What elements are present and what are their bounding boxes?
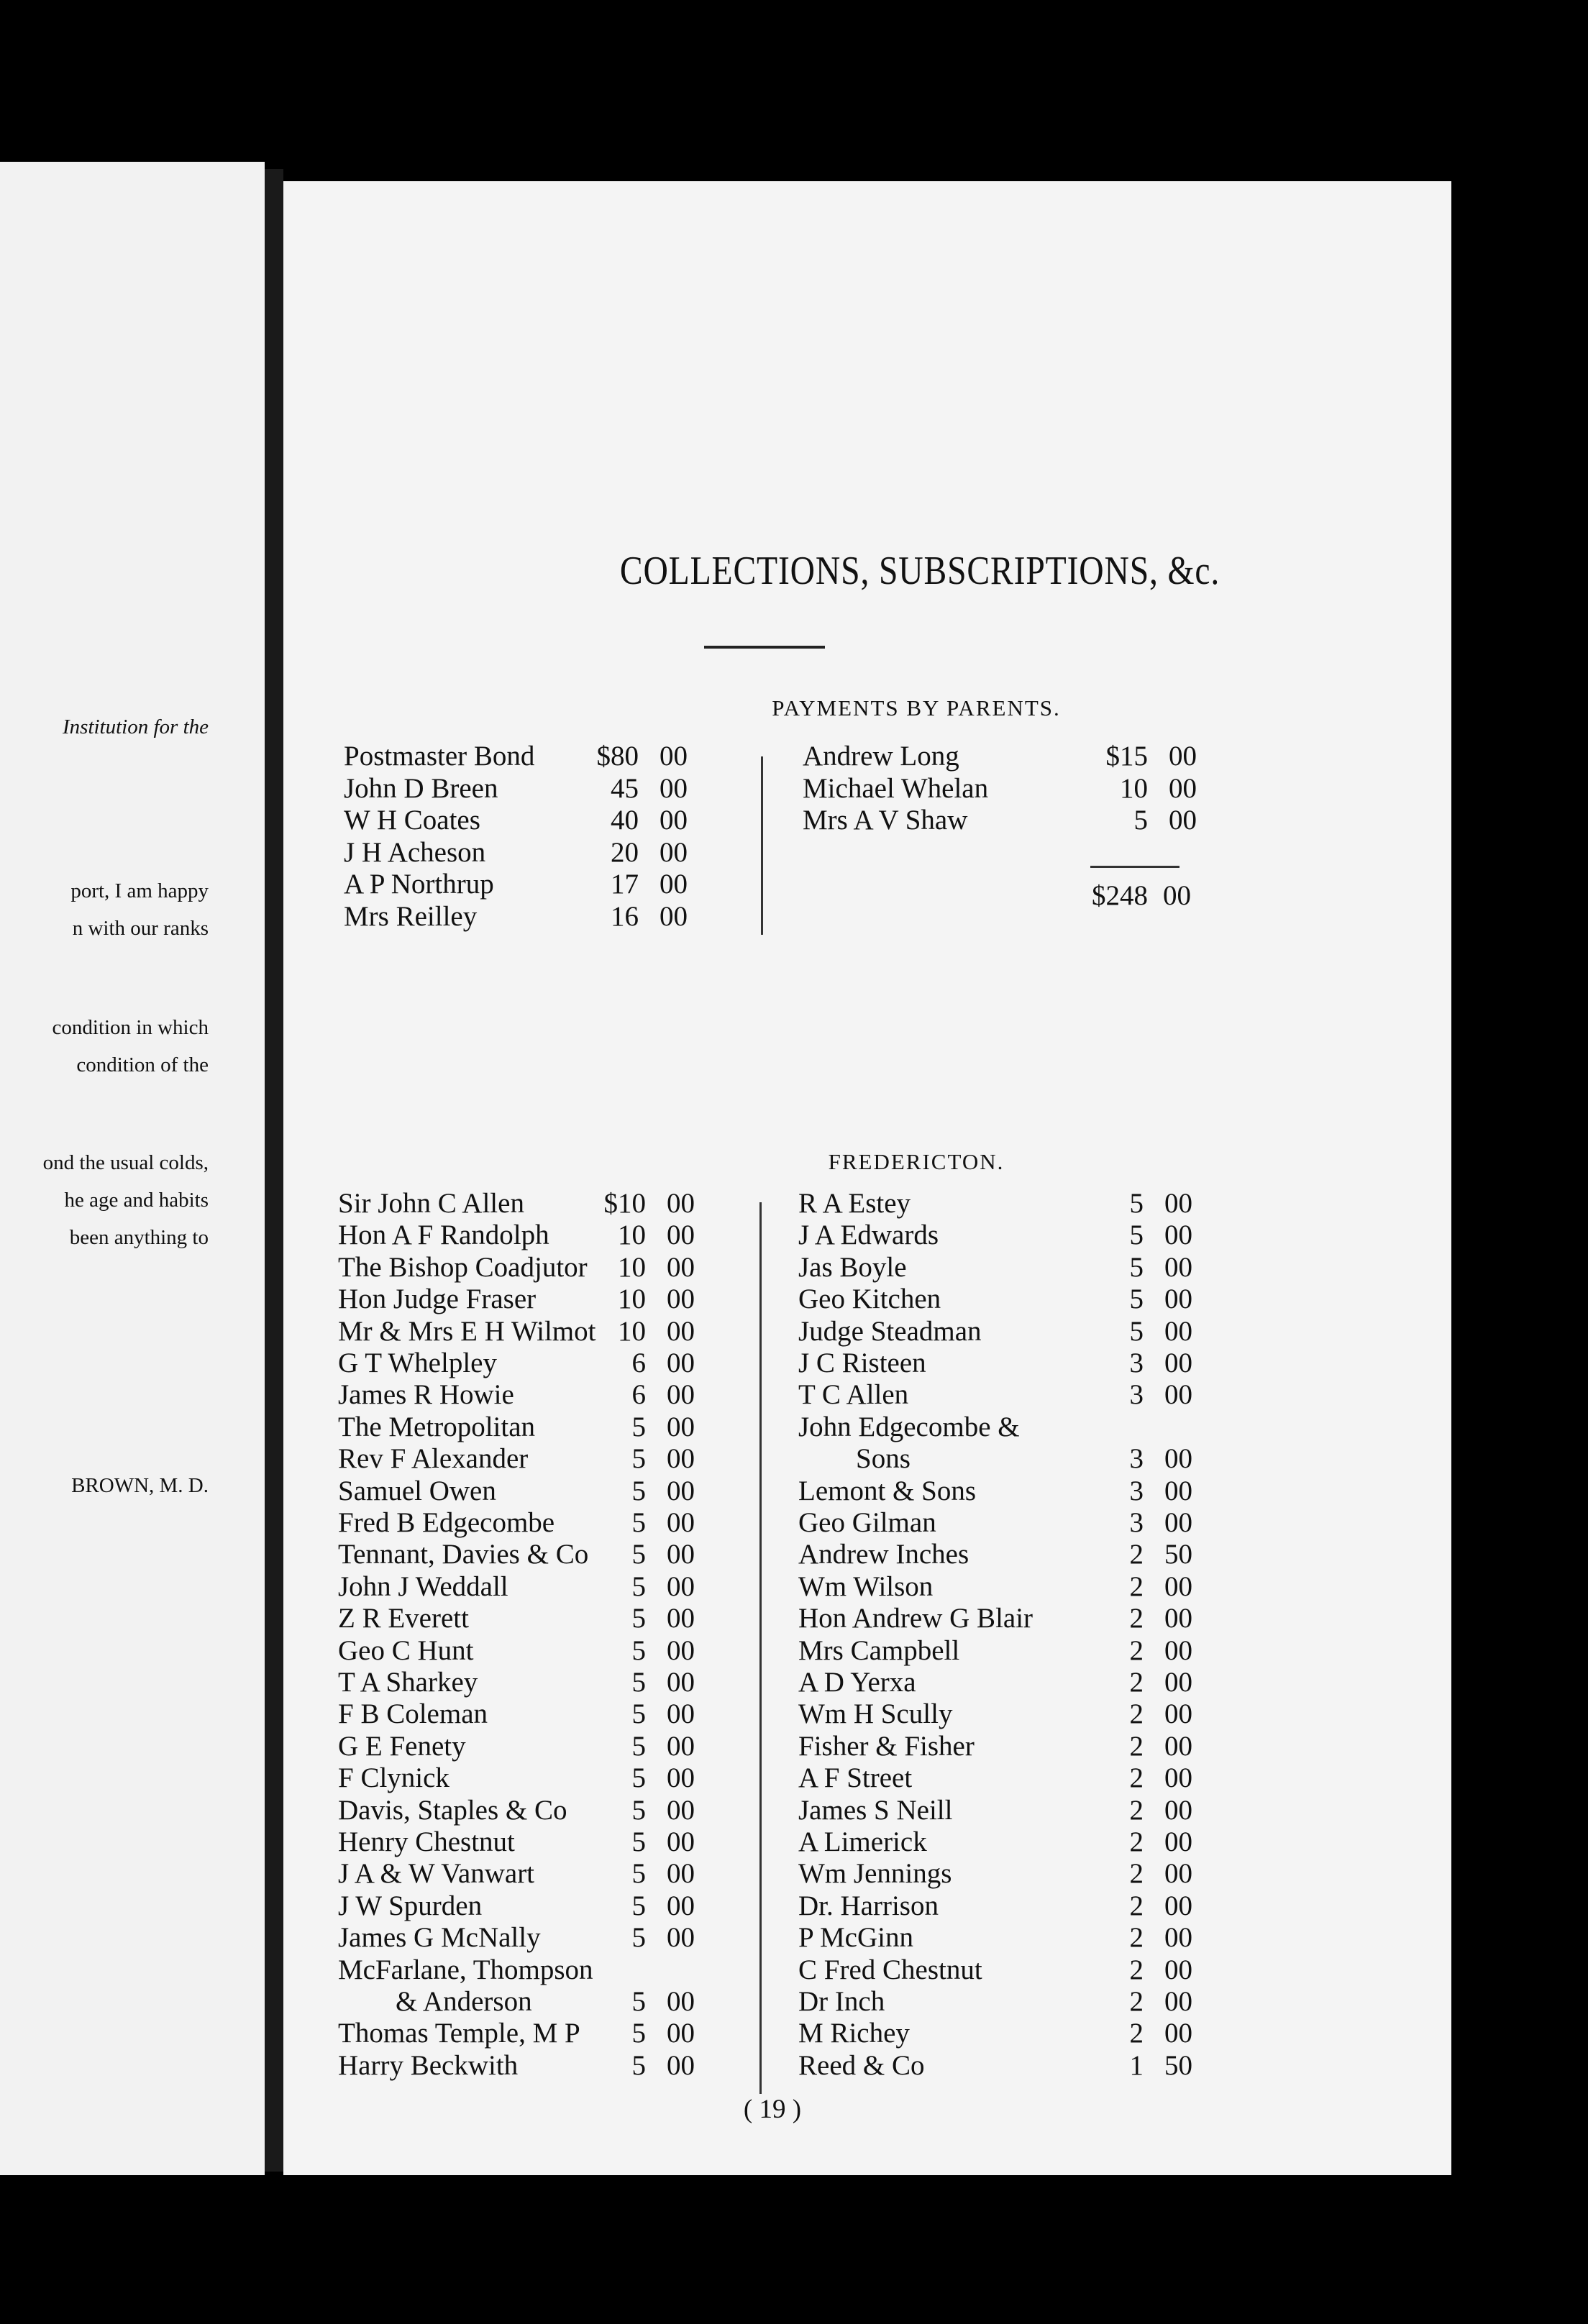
entry-cents: 00 bbox=[1164, 1890, 1192, 1921]
entry-cents: 00 bbox=[667, 1794, 695, 1826]
entry-name: Fred B Edgecombe bbox=[338, 1507, 555, 1538]
entry-name: Geo Gilman bbox=[798, 1507, 936, 1538]
entry-cents: 00 bbox=[667, 1890, 695, 1921]
entry-dollars: 5 bbox=[631, 2018, 646, 2049]
entry-name: F B Coleman bbox=[338, 1698, 488, 1730]
entry-row bbox=[338, 1188, 726, 1220]
entry-row bbox=[338, 1476, 726, 1507]
entry-row bbox=[338, 1252, 726, 1284]
entry-dollars: 5 bbox=[1129, 1284, 1144, 1315]
entry-name: Sir John C Allen bbox=[338, 1188, 524, 1219]
entry-row bbox=[338, 1986, 726, 2018]
entry-dollars: 10 bbox=[618, 1284, 646, 1315]
entry-name: Judge Steadman bbox=[798, 1315, 982, 1347]
parents-total-rule bbox=[1090, 866, 1179, 868]
entry-cents: 00 bbox=[667, 1379, 695, 1411]
entry-dollars: 3 bbox=[1129, 1379, 1144, 1411]
entry-dollars: 3 bbox=[1129, 1475, 1144, 1506]
entry-cents: 00 bbox=[1164, 1954, 1192, 1985]
entry-dollars: 5 bbox=[631, 1570, 646, 1602]
entry-row bbox=[338, 1667, 726, 1698]
entry-name: Dr Inch bbox=[798, 1986, 885, 2017]
entry-dollars: 5 bbox=[631, 1507, 646, 1538]
entry-dollars: 1 bbox=[1129, 2049, 1144, 2081]
entry-row bbox=[338, 1731, 726, 1762]
entry-name: Z R Everett bbox=[338, 1603, 469, 1634]
entry-row bbox=[338, 1284, 726, 1315]
entry-name: Mrs Campbell bbox=[798, 1634, 960, 1666]
entry-cents: 00 bbox=[660, 805, 688, 836]
entry-dollars: 10 bbox=[618, 1220, 646, 1251]
entry-dollars: 5 bbox=[631, 1794, 646, 1826]
parents-column-divider bbox=[761, 756, 763, 935]
entry-cents: 00 bbox=[660, 869, 688, 900]
entry-name: G T Whelpley bbox=[338, 1348, 497, 1378]
entry-cents: 00 bbox=[667, 1284, 695, 1315]
entry-name: Andrew Long bbox=[803, 741, 959, 772]
entry-dollars: 3 bbox=[1129, 1443, 1144, 1475]
left-page-line: n with our ranks bbox=[72, 917, 209, 940]
entry-name: T A Sharkey bbox=[338, 1667, 478, 1698]
entry-cents: 00 bbox=[667, 2018, 695, 2049]
entry-name: G E Fenety bbox=[338, 1730, 466, 1762]
entry-name: Reed & Co bbox=[798, 2049, 925, 2081]
entry-dollars: 5 bbox=[631, 1698, 646, 1730]
entry-cents: 00 bbox=[667, 1667, 695, 1698]
entry-dollars: 5 bbox=[631, 1443, 646, 1475]
entry-cents: 00 bbox=[667, 1698, 695, 1730]
entry-cents: 00 bbox=[667, 1443, 695, 1475]
entry-row bbox=[803, 741, 1197, 772]
entry-name: Hon A F Randolph bbox=[338, 1220, 549, 1251]
entry-row bbox=[344, 805, 732, 836]
entry-name: A F Street bbox=[798, 1762, 913, 1794]
entry-cents: 00 bbox=[667, 1475, 695, 1506]
entry-dollars: 6 bbox=[631, 1379, 646, 1411]
entry-cents: 00 bbox=[1164, 1858, 1192, 1890]
entry-dollars: 5 bbox=[631, 1603, 646, 1634]
entry-row bbox=[798, 2049, 1192, 2082]
entry-name: Andrew Inches bbox=[798, 1539, 969, 1570]
entry-dollars: 2 bbox=[1129, 1667, 1144, 1698]
entry-cents: 00 bbox=[1164, 1826, 1192, 1857]
entry-row bbox=[798, 1348, 1192, 1379]
entry-name: Wm H Scully bbox=[798, 1698, 953, 1730]
page-title: COLLECTIONS, SUBSCRIPTIONS, &c. bbox=[619, 549, 1220, 593]
entry-name: F Clynick bbox=[338, 1762, 450, 1794]
entry-dollars: 5 bbox=[1129, 1315, 1144, 1347]
entry-dollars: 2 bbox=[1129, 1954, 1144, 1985]
entry-dollars: 5 bbox=[1133, 805, 1148, 836]
entry-cents: 00 bbox=[667, 1539, 695, 1570]
entry-row bbox=[338, 1539, 726, 1570]
entry-row bbox=[798, 1986, 1192, 2018]
entry-dollars: 3 bbox=[1129, 1507, 1144, 1538]
entry-row bbox=[798, 1667, 1192, 1698]
entry-name: J H Acheson bbox=[344, 836, 486, 868]
entry-name: Geo Kitchen bbox=[798, 1284, 941, 1315]
left-page-line: ond the usual colds, bbox=[42, 1151, 209, 1174]
entry-name: John J Weddall bbox=[338, 1570, 508, 1602]
entry-name: John D Breen bbox=[344, 772, 498, 804]
entry-row bbox=[338, 2018, 726, 2049]
entry-cents: 00 bbox=[1169, 741, 1197, 772]
entry-dollars: 2 bbox=[1129, 1539, 1144, 1570]
entry-row bbox=[338, 1603, 726, 1634]
entry-cents: 00 bbox=[1164, 1475, 1192, 1506]
entry-name: Tennant, Davies & Co bbox=[338, 1539, 589, 1570]
entry-row bbox=[803, 772, 1197, 805]
entry-name: Mrs A V Shaw bbox=[803, 805, 968, 836]
entry-row bbox=[344, 901, 732, 933]
entry-row bbox=[338, 1348, 726, 1379]
entry-row bbox=[798, 1890, 1192, 1922]
entry-cents: 00 bbox=[667, 1986, 695, 2017]
entry-name: Postmaster Bond bbox=[344, 741, 535, 772]
entry-row bbox=[798, 1794, 1192, 1826]
entry-row bbox=[798, 1603, 1192, 1634]
entry-name: Hon Judge Fraser bbox=[338, 1284, 537, 1315]
entry-row bbox=[798, 1507, 1192, 1539]
entry-cents: 00 bbox=[660, 772, 688, 804]
entry-name: Geo C Hunt bbox=[338, 1634, 474, 1666]
entry-dollars: 45 bbox=[611, 772, 639, 804]
entry-cents: 00 bbox=[1164, 1220, 1192, 1251]
entry-cents: 00 bbox=[1164, 1986, 1192, 2017]
entry-row bbox=[798, 1922, 1192, 1954]
entry-cents: 00 bbox=[667, 1507, 695, 1538]
entry-dollars: 2 bbox=[1129, 1986, 1144, 2017]
entry-dollars: 5 bbox=[1129, 1188, 1144, 1219]
entry-name: & Anderson bbox=[396, 1986, 532, 2017]
entry-cents: 00 bbox=[1164, 1762, 1192, 1794]
entry-row bbox=[798, 1954, 1192, 1986]
left-page-line: Institution for the bbox=[63, 715, 209, 738]
entry-name: Henry Chestnut bbox=[338, 1826, 515, 1857]
title-rule bbox=[704, 646, 825, 649]
entry-name: J A & W Vanwart bbox=[338, 1858, 535, 1890]
entry-dollars: $80 bbox=[596, 741, 639, 772]
entry-row bbox=[803, 805, 1197, 836]
left-page-line: BROWN, M. D. bbox=[71, 1474, 209, 1497]
entry-cents: 00 bbox=[667, 2049, 695, 2081]
entry-name: Sons bbox=[856, 1443, 911, 1475]
entry-row bbox=[344, 837, 732, 869]
entry-cents: 00 bbox=[1164, 1794, 1192, 1826]
entry-cents: 50 bbox=[1164, 1539, 1192, 1570]
entry-name: Samuel Owen bbox=[338, 1475, 496, 1506]
entry-cents: 00 bbox=[667, 1348, 695, 1378]
entry-row bbox=[798, 1698, 1192, 1730]
entry-name: McFarlane, Thompson bbox=[338, 1954, 593, 1985]
entry-row bbox=[338, 1571, 726, 1603]
entry-cents: 00 bbox=[1164, 1443, 1192, 1475]
left-page-line: condition of the bbox=[76, 1053, 209, 1076]
entry-name: The Bishop Coadjutor bbox=[338, 1251, 588, 1283]
left-page-line: been anything to bbox=[69, 1226, 209, 1249]
entry-cents: 00 bbox=[1164, 1251, 1192, 1283]
entry-dollars: 2 bbox=[1129, 1922, 1144, 1954]
entry-dollars: 20 bbox=[611, 836, 639, 868]
entry-dollars: 5 bbox=[1129, 1251, 1144, 1283]
entry-dollars: 5 bbox=[631, 1411, 646, 1442]
entry-name: Mr & Mrs E H Wilmot bbox=[338, 1315, 596, 1347]
left-page-line: port, I am happy bbox=[70, 879, 209, 902]
entry-dollars: 2 bbox=[1129, 2018, 1144, 2049]
entry-cents: 00 bbox=[667, 1858, 695, 1890]
entry-row bbox=[338, 1858, 726, 1890]
entry-row bbox=[338, 1220, 726, 1251]
entry-cents: 00 bbox=[1164, 1570, 1192, 1602]
entry-dollars: 10 bbox=[618, 1251, 646, 1283]
entry-row bbox=[798, 1762, 1192, 1794]
entry-name: A Limerick bbox=[798, 1826, 927, 1857]
entry-dollars: 5 bbox=[631, 1890, 646, 1921]
entry-cents: 00 bbox=[667, 1603, 695, 1634]
entry-name: R A Estey bbox=[798, 1188, 911, 1219]
entry-dollars: 17 bbox=[611, 869, 639, 900]
entry-row bbox=[338, 1762, 726, 1794]
entry-row bbox=[798, 1539, 1192, 1570]
entry-name: A P Northrup bbox=[344, 869, 494, 900]
entry-name: James S Neill bbox=[798, 1794, 953, 1826]
entry-name: J W Spurden bbox=[338, 1890, 483, 1921]
entry-dollars: 10 bbox=[1120, 772, 1148, 804]
entry-cents: 00 bbox=[660, 900, 688, 932]
entry-name: Wm Jennings bbox=[798, 1858, 952, 1890]
entry-row bbox=[338, 1698, 726, 1730]
entry-cents: 00 bbox=[1164, 1188, 1192, 1219]
entry-cents: 00 bbox=[1164, 1284, 1192, 1315]
fredericton-heading: FREDERICTON. bbox=[828, 1149, 1005, 1174]
entry-dollars: 3 bbox=[1129, 1348, 1144, 1378]
entry-cents: 00 bbox=[1169, 772, 1197, 804]
entry-row bbox=[338, 1507, 726, 1539]
entry-name: James R Howie bbox=[338, 1379, 514, 1411]
entry-name: Dr. Harrison bbox=[798, 1890, 939, 1921]
entry-row bbox=[798, 1284, 1192, 1315]
entry-dollars: 5 bbox=[631, 1858, 646, 1890]
entry-dollars: $15 bbox=[1105, 741, 1148, 772]
parents-heading: PAYMENTS BY PARENTS. bbox=[772, 695, 1061, 720]
entry-cents: 00 bbox=[1164, 1603, 1192, 1634]
entry-cents: 00 bbox=[1164, 1730, 1192, 1762]
entry-cents: 00 bbox=[667, 1922, 695, 1954]
fredericton-column-divider bbox=[759, 1202, 762, 2094]
entry-row bbox=[338, 2050, 726, 2082]
entry-dollars: 5 bbox=[631, 2049, 646, 2081]
entry-cents: 00 bbox=[667, 1315, 695, 1347]
entry-cents: 00 bbox=[1164, 1379, 1192, 1411]
entry-dollars: 40 bbox=[611, 805, 639, 836]
entry-cents: 00 bbox=[667, 1188, 695, 1219]
entry-row bbox=[798, 1412, 1187, 1443]
entry-cents: 00 bbox=[667, 1220, 695, 1251]
right-page bbox=[283, 181, 1451, 2175]
entry-row bbox=[798, 1315, 1192, 1348]
entry-row bbox=[338, 1795, 726, 1826]
entry-name: T C Allen bbox=[798, 1379, 909, 1411]
entry-dollars: 5 bbox=[631, 1539, 646, 1570]
page-gutter bbox=[265, 169, 283, 2172]
entry-dollars: 10 bbox=[618, 1315, 646, 1347]
entry-dollars: 2 bbox=[1129, 1890, 1144, 1921]
entry-name: P McGinn bbox=[798, 1922, 913, 1954]
entry-name: Fisher & Fisher bbox=[798, 1730, 975, 1762]
entry-name: The Metropolitan bbox=[338, 1411, 536, 1442]
entry-dollars: 5 bbox=[631, 1634, 646, 1666]
entry-cents: 00 bbox=[667, 1762, 695, 1794]
entry-row bbox=[338, 1316, 726, 1348]
entry-row bbox=[338, 1635, 726, 1667]
entry-cents: 00 bbox=[667, 1251, 695, 1283]
entry-name: J A Edwards bbox=[798, 1220, 939, 1251]
left-page-line: condition in which bbox=[52, 1016, 209, 1039]
entry-name: Wm Wilson bbox=[798, 1570, 934, 1602]
entry-cents: 00 bbox=[660, 836, 688, 868]
entry-row bbox=[344, 741, 732, 772]
entry-name: John Edgecombe & bbox=[798, 1411, 1020, 1442]
entry-row bbox=[798, 1634, 1192, 1667]
parents-total-cents: 00 bbox=[1163, 880, 1191, 911]
entry-dollars: 2 bbox=[1129, 1826, 1144, 1857]
entry-dollars: 2 bbox=[1129, 1730, 1144, 1762]
entry-name: Jas Boyle bbox=[798, 1251, 907, 1283]
entry-dollars: 5 bbox=[631, 1762, 646, 1794]
entry-row bbox=[344, 773, 732, 805]
entry-dollars: 5 bbox=[631, 1922, 646, 1954]
entry-cents: 00 bbox=[1169, 805, 1197, 836]
entry-row bbox=[338, 1443, 726, 1475]
entry-dollars: 6 bbox=[631, 1348, 646, 1378]
entry-row bbox=[798, 1570, 1192, 1603]
entry-row bbox=[798, 1379, 1192, 1411]
entry-dollars: 2 bbox=[1129, 1698, 1144, 1730]
entry-dollars: 2 bbox=[1129, 1794, 1144, 1826]
entry-dollars: $10 bbox=[603, 1188, 646, 1219]
entry-name: Mrs Reilley bbox=[344, 900, 478, 932]
entry-cents: 50 bbox=[1164, 2049, 1192, 2081]
entry-cents: 00 bbox=[1164, 1634, 1192, 1666]
parents-total-dollars: $248 bbox=[1092, 880, 1148, 911]
left-page-line: he age and habits bbox=[64, 1189, 209, 1212]
entry-row bbox=[798, 1188, 1192, 1220]
entry-name: Thomas Temple, M P bbox=[338, 2018, 580, 2049]
entry-row bbox=[338, 1890, 726, 1922]
entry-row bbox=[798, 1730, 1192, 1762]
entry-cents: 00 bbox=[1164, 1315, 1192, 1347]
entry-name: C Fred Chestnut bbox=[798, 1954, 982, 1985]
entry-cents: 00 bbox=[1164, 1667, 1192, 1698]
entry-row bbox=[338, 1826, 726, 1858]
entry-row bbox=[798, 1475, 1192, 1507]
entry-cents: 00 bbox=[660, 741, 688, 772]
entry-name: Harry Beckwith bbox=[338, 2049, 519, 2081]
entry-row bbox=[798, 1220, 1192, 1251]
entry-cents: 00 bbox=[1164, 2018, 1192, 2049]
page-number: ( 19 ) bbox=[743, 2095, 802, 2124]
entry-row bbox=[338, 1922, 726, 1954]
entry-name: Rev F Alexander bbox=[338, 1443, 529, 1475]
entry-name: Michael Whelan bbox=[803, 772, 989, 804]
entry-cents: 00 bbox=[667, 1826, 695, 1857]
entry-row bbox=[798, 1826, 1192, 1858]
entry-dollars: 2 bbox=[1129, 1762, 1144, 1794]
entry-dollars: 5 bbox=[631, 1730, 646, 1762]
entry-name: Lemont & Sons bbox=[798, 1475, 977, 1506]
entry-name: J C Risteen bbox=[798, 1348, 926, 1378]
entry-name: James G McNally bbox=[338, 1922, 541, 1954]
entry-dollars: 5 bbox=[631, 1475, 646, 1506]
entry-name: Davis, Staples & Co bbox=[338, 1794, 567, 1826]
entry-name: Hon Andrew G Blair bbox=[798, 1603, 1033, 1634]
entry-row bbox=[798, 2018, 1192, 2049]
entry-row bbox=[798, 1858, 1192, 1890]
entry-row bbox=[798, 1443, 1192, 1475]
entry-row bbox=[338, 1379, 726, 1411]
entry-name: W H Coates bbox=[344, 805, 480, 836]
entry-row bbox=[344, 869, 732, 900]
entry-dollars: 2 bbox=[1129, 1603, 1144, 1634]
entry-dollars: 2 bbox=[1129, 1634, 1144, 1666]
entry-name: M Richey bbox=[798, 2018, 910, 2049]
entry-dollars: 2 bbox=[1129, 1570, 1144, 1602]
entry-cents: 00 bbox=[667, 1634, 695, 1666]
entry-dollars: 5 bbox=[1129, 1220, 1144, 1251]
left-page bbox=[0, 162, 265, 2175]
entry-cents: 00 bbox=[667, 1411, 695, 1442]
entry-row bbox=[338, 1412, 726, 1443]
entry-row bbox=[338, 1954, 726, 1986]
entry-dollars: 2 bbox=[1129, 1858, 1144, 1890]
entry-cents: 00 bbox=[667, 1570, 695, 1602]
entry-cents: 00 bbox=[1164, 1507, 1192, 1538]
entry-cents: 00 bbox=[1164, 1922, 1192, 1954]
entry-cents: 00 bbox=[1164, 1698, 1192, 1730]
entry-dollars: 16 bbox=[611, 900, 639, 932]
entry-name: A D Yerxa bbox=[798, 1667, 916, 1698]
entry-dollars: 5 bbox=[631, 1667, 646, 1698]
entry-cents: 00 bbox=[667, 1730, 695, 1762]
entry-dollars: 5 bbox=[631, 1826, 646, 1857]
entry-dollars: 5 bbox=[631, 1986, 646, 2017]
entry-row bbox=[798, 1251, 1192, 1284]
entry-cents: 00 bbox=[1164, 1348, 1192, 1378]
